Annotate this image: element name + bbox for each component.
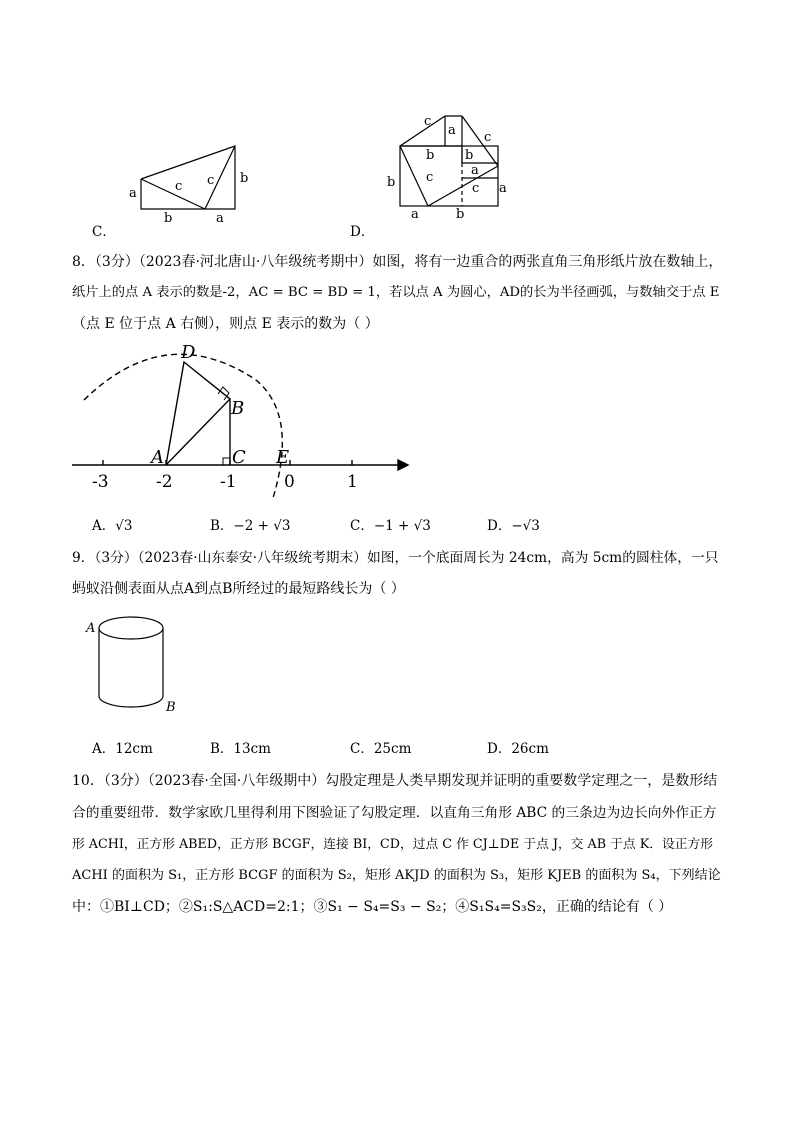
q7-figure-d	[382, 108, 522, 224]
q9-cylinder-figure	[82, 612, 192, 722]
q8-point-b: B	[231, 398, 245, 419]
q8-dashed-arc	[84, 354, 282, 498]
q7d-label-c-inner: c	[426, 170, 434, 185]
q9-point-a: A	[86, 621, 96, 636]
q8-tick-label-neg3: -3	[92, 472, 109, 492]
q7c-label-a-left: a	[129, 186, 137, 201]
q8-point-e: E	[276, 447, 290, 468]
q10-stem-line5: 中：①BI⊥CD；②S₁:S△ACD=2:1；③S₁ − S₄=S₃ − S₂；④S₁S₄=S₃S₂，正确的结论有（ ）	[72, 899, 673, 915]
q8-triangle-abd	[166, 362, 230, 465]
q8-stem-line3: （点 E 位于点 A 右侧），则点 E 表示的数为（ ）	[72, 316, 379, 332]
q9-option-c[interactable]: C．25cm	[350, 741, 412, 757]
q9-stem-line1: 9．（3分）（2023春·山东泰安·八年级统考期末）如图，一个底面周长为 24cm，高为 5cm的圆柱体，一只	[72, 550, 719, 566]
q10-stem-line1: 10．（3分）（2023春·全国·八年级期中）勾股定理是人类早期发现并证明的重要数学定理之一，是数形结	[72, 773, 718, 789]
q7c-label-a-bottom: a	[216, 211, 224, 223]
q9-option-d[interactable]: D．26cm	[487, 741, 549, 757]
q7d-label-a-bottom: a	[411, 207, 419, 222]
q7-option-c: C．	[92, 224, 116, 240]
q9-option-b[interactable]: B．13cm	[210, 741, 271, 757]
q7d-label-b-bottom: b	[456, 207, 465, 222]
q7-option-d: D．	[350, 224, 375, 240]
q7c-label-b-bottom: b	[164, 211, 173, 223]
q10-stem-line4: ACHI 的面积为 S₁，正方形 BCGF 的面积为 S₂，矩形 AKJD 的面积为 S₃，矩形 KJEB 的面积为 S₄，下列结论	[72, 868, 721, 883]
q8-tick-label-neg1: -1	[220, 472, 237, 492]
q7d-label-b-inner: b	[426, 148, 435, 163]
q7d-label-a-top: a	[448, 123, 456, 138]
q8-option-d[interactable]: D．−√3	[487, 518, 540, 534]
q9-stem-line2: 蚂蚁沿侧表面从点A到点B所经过的最短路线长为（ ）	[72, 581, 405, 597]
q9-point-b: B	[166, 700, 176, 715]
q8-point-d: D	[181, 342, 196, 363]
q8-tick-label-1: 1	[347, 472, 358, 492]
q8-option-a[interactable]: A．√3	[92, 518, 133, 534]
q8-option-b[interactable]: B．−2 + √3	[210, 518, 291, 534]
q8-tick-label-0: 0	[284, 472, 295, 492]
q7d-label-a-inner: a	[471, 163, 479, 178]
q7c-label-c-right: c	[207, 173, 215, 188]
q8-stem-line1: 8．（3分）（2023春·河北唐山·八年级统考期中）如图，将有一边重合的两张直角三角形纸片放在数轴上，	[72, 254, 723, 270]
q7c-label-b-right: b	[240, 171, 249, 186]
q7d-label-a-right: a	[499, 181, 507, 196]
q7d-label-c-lower: c	[472, 181, 480, 196]
q7d-label-c-right: c	[484, 130, 492, 145]
q10-stem-line3: 形 ACHI，正方形 ABED，正方形 BCGF，连接 BI，CD，过点 C 作 CJ⊥DE 于点 J，交 AB 于点 K．设正方形	[72, 837, 713, 852]
q9-option-a[interactable]: A．12cm	[92, 741, 153, 757]
q7d-label-b-small: b	[465, 148, 474, 163]
q8-point-a: A	[151, 447, 164, 468]
q7-figure-c	[120, 135, 260, 223]
q8-point-c: C	[232, 447, 246, 468]
q8-option-c[interactable]: C．−1 + √3	[350, 518, 431, 534]
q8-tick-label-neg2: -2	[156, 472, 173, 492]
q8-stem-line2: 纸片上的点 A 表示的数是-2，AC = BC = BD = 1，若以点 A 为圆心，AD的长为半径画弧，与数轴交于点 E	[72, 285, 720, 300]
q10-stem-line2: 合的重要纽带．数学家欧几里得利用下图验证了勾股定理．以直角三角形 ABC 的三条边为边长向外作正方	[72, 805, 717, 821]
q7d-label-b-left: b	[387, 175, 396, 190]
q7c-label-c-mid: c	[175, 179, 183, 194]
q8-axis-arrow-icon	[398, 460, 408, 470]
q7d-label-c-top: c	[424, 114, 432, 129]
q8-number-line-figure	[66, 340, 416, 500]
